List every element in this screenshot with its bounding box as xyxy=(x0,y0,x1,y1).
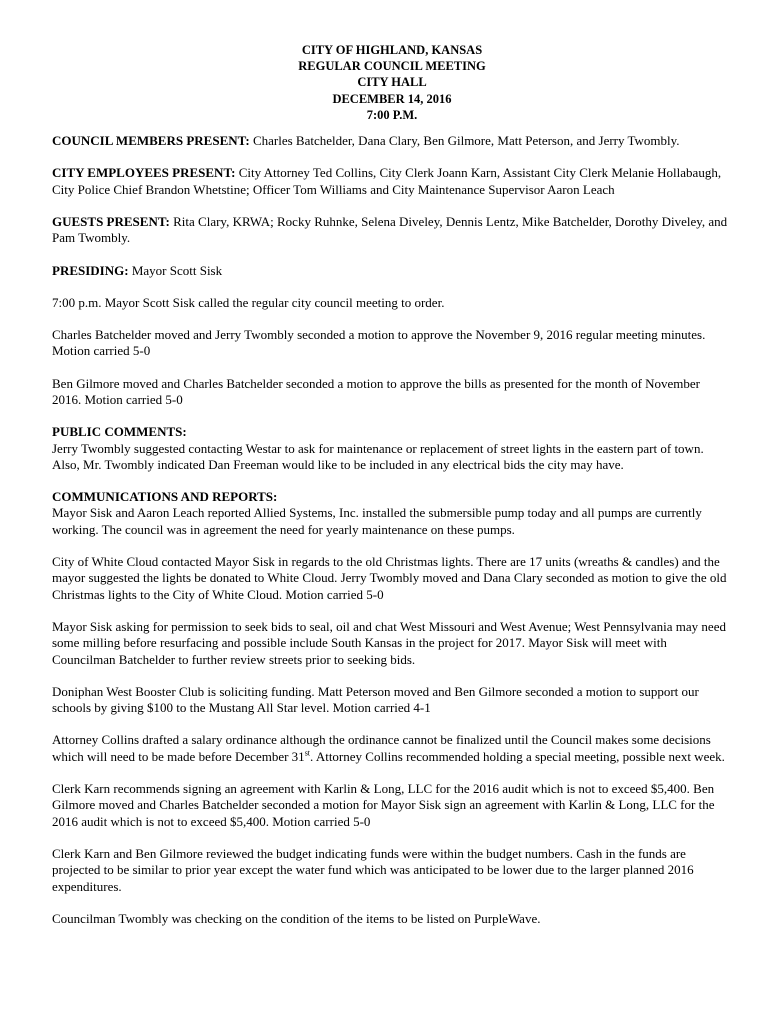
header-city: CITY OF HIGHLAND, KANSAS xyxy=(301,43,483,57)
bills-approval-motion: Ben Gilmore moved and Charles Batchelder seconded a motion to approve the bills as presented for the month of November 2016. Motion carried 5-0 xyxy=(52,375,701,407)
salary-ordinance-text-cont: . Attorney Collins recommended holding a special meeting, possible next week. xyxy=(310,748,725,764)
document-header xyxy=(52,42,732,123)
presiding xyxy=(52,263,732,279)
presiding-label: PRESIDING: xyxy=(52,262,129,278)
ordinal-suffix: st xyxy=(304,748,311,758)
city-employees-present xyxy=(52,165,732,198)
call-to-order: 7:00 p.m. Mayor Scott Sisk called the regular city council meeting to order. xyxy=(52,294,445,310)
header-location: CITY HALL xyxy=(357,75,427,90)
communications-section xyxy=(52,489,732,538)
salary-ordinance-item xyxy=(52,732,732,765)
communications-text: Mayor Sisk and Aaron Leach reported Allied Systems, Inc. installed the submersible pump today and all pumps are currently working. The council was in agreement the need for yearly maintenance on these pumps. xyxy=(52,505,702,537)
guests-present xyxy=(52,214,732,247)
header-time: 7:00 P.M. xyxy=(366,107,418,122)
minutes-approval-motion: Charles Batchelder moved and Jerry Twombly seconded a motion to approve the November 9, 2016 regular meeting minutes. Motion carried 5-0 xyxy=(52,327,706,359)
booster-club-item: Doniphan West Booster Club is soliciting funding. Matt Peterson moved and Ben Gilmore seconded a motion to support our schools by giving $100 to the Mustang All Star level. Motion carried 4-1 xyxy=(52,683,699,716)
council-members-label: COUNCIL MEMBERS PRESENT: xyxy=(52,133,250,149)
street-bids-item: Mayor Sisk asking for permission to seek bids to seal, oil and chat West Missouri and West Avenue; West Pennsylvania may need some milling before resurfacing and possible include South Kansas in the project for 2017. Mayor Sisk will meet with Councilman Batchelder to further review streets prior to seeking bids. xyxy=(52,618,726,667)
public-comments-text: Jerry Twombly suggested contacting Westar to ask for maintenance or replacement of street lights in the eastern part of town. Also, Mr. Twombly indicated Dan Freeman would like to be included in any electrical bids the city may have. xyxy=(52,440,704,472)
header-meeting-type: REGULAR COUNCIL MEETING xyxy=(298,59,486,74)
public-comments-heading: PUBLIC COMMENTS: xyxy=(52,424,187,440)
communications-heading: COMMUNICATIONS AND REPORTS: xyxy=(52,489,278,505)
presiding-text: Mayor Scott Sisk xyxy=(128,262,223,278)
purplewave-item: Councilman Twombly was checking on the condition of the items to be listed on PurpleWave. xyxy=(52,910,541,926)
meeting-minutes-page xyxy=(52,42,732,943)
council-members-text: Charles Batchelder, Dana Clary, Ben Gilmore, Matt Peterson, and Jerry Twombly. xyxy=(249,133,680,149)
city-employees-label: CITY EMPLOYEES PRESENT: xyxy=(52,165,236,181)
salary-ordinance-text: Attorney Collins drafted a salary ordinance although the ordinance cannot be finalized until the Council makes some decisions which will need to be made before December 31 xyxy=(52,732,711,764)
guests-text: Rita Clary, KRWA; Rocky Ruhnke, Selena Diveley, Dennis Lentz, Mike Batchelder, Dorothy Diveley, and Pam Twombly. xyxy=(52,213,728,246)
budget-review-item: Clerk Karn and Ben Gilmore reviewed the budget indicating funds were within the budget numbers. Cash in the funds are projected to be similar to prior year except the water fund which was anticipated to be lower due to the larger planned 2016 expenditures. xyxy=(52,845,694,894)
header-date: DECEMBER 14, 2016 xyxy=(332,91,452,106)
christmas-lights-item: City of White Cloud contacted Mayor Sisk in regards to the old Christmas lights. There are 17 units (wreaths & candles) and the mayor suggested the lights be donated to White Cloud. Jerry Twombly moved and Dana Clary seconded as motion to give the old Christmas lights to the City of White Cloud. Motion carried 5-0 xyxy=(52,554,727,602)
city-employees-text: City Attorney Ted Collins, City Clerk Joann Karn, Assistant City Clerk Melanie Hollabaugh, City Police Chief Brandon Whetstine; Officer Tom Williams and City Maintenance Supervisor Aaron Leach xyxy=(52,165,722,197)
council-members-present xyxy=(52,133,732,149)
audit-agreement-item: Clerk Karn recommends signing an agreement with Karlin & Long, LLC for the 2016 audit which is not to exceed $5,400. Ben Gilmore moved and Charles Batchelder seconded a motion for Mayor Sisk sign an agreement with Karlin & Long, LLC for the 2016 audit which is not to exceed $5,400. Motion carried 5-0 xyxy=(52,781,715,829)
guests-label: GUESTS PRESENT: xyxy=(52,213,170,229)
public-comments-section xyxy=(52,424,732,473)
